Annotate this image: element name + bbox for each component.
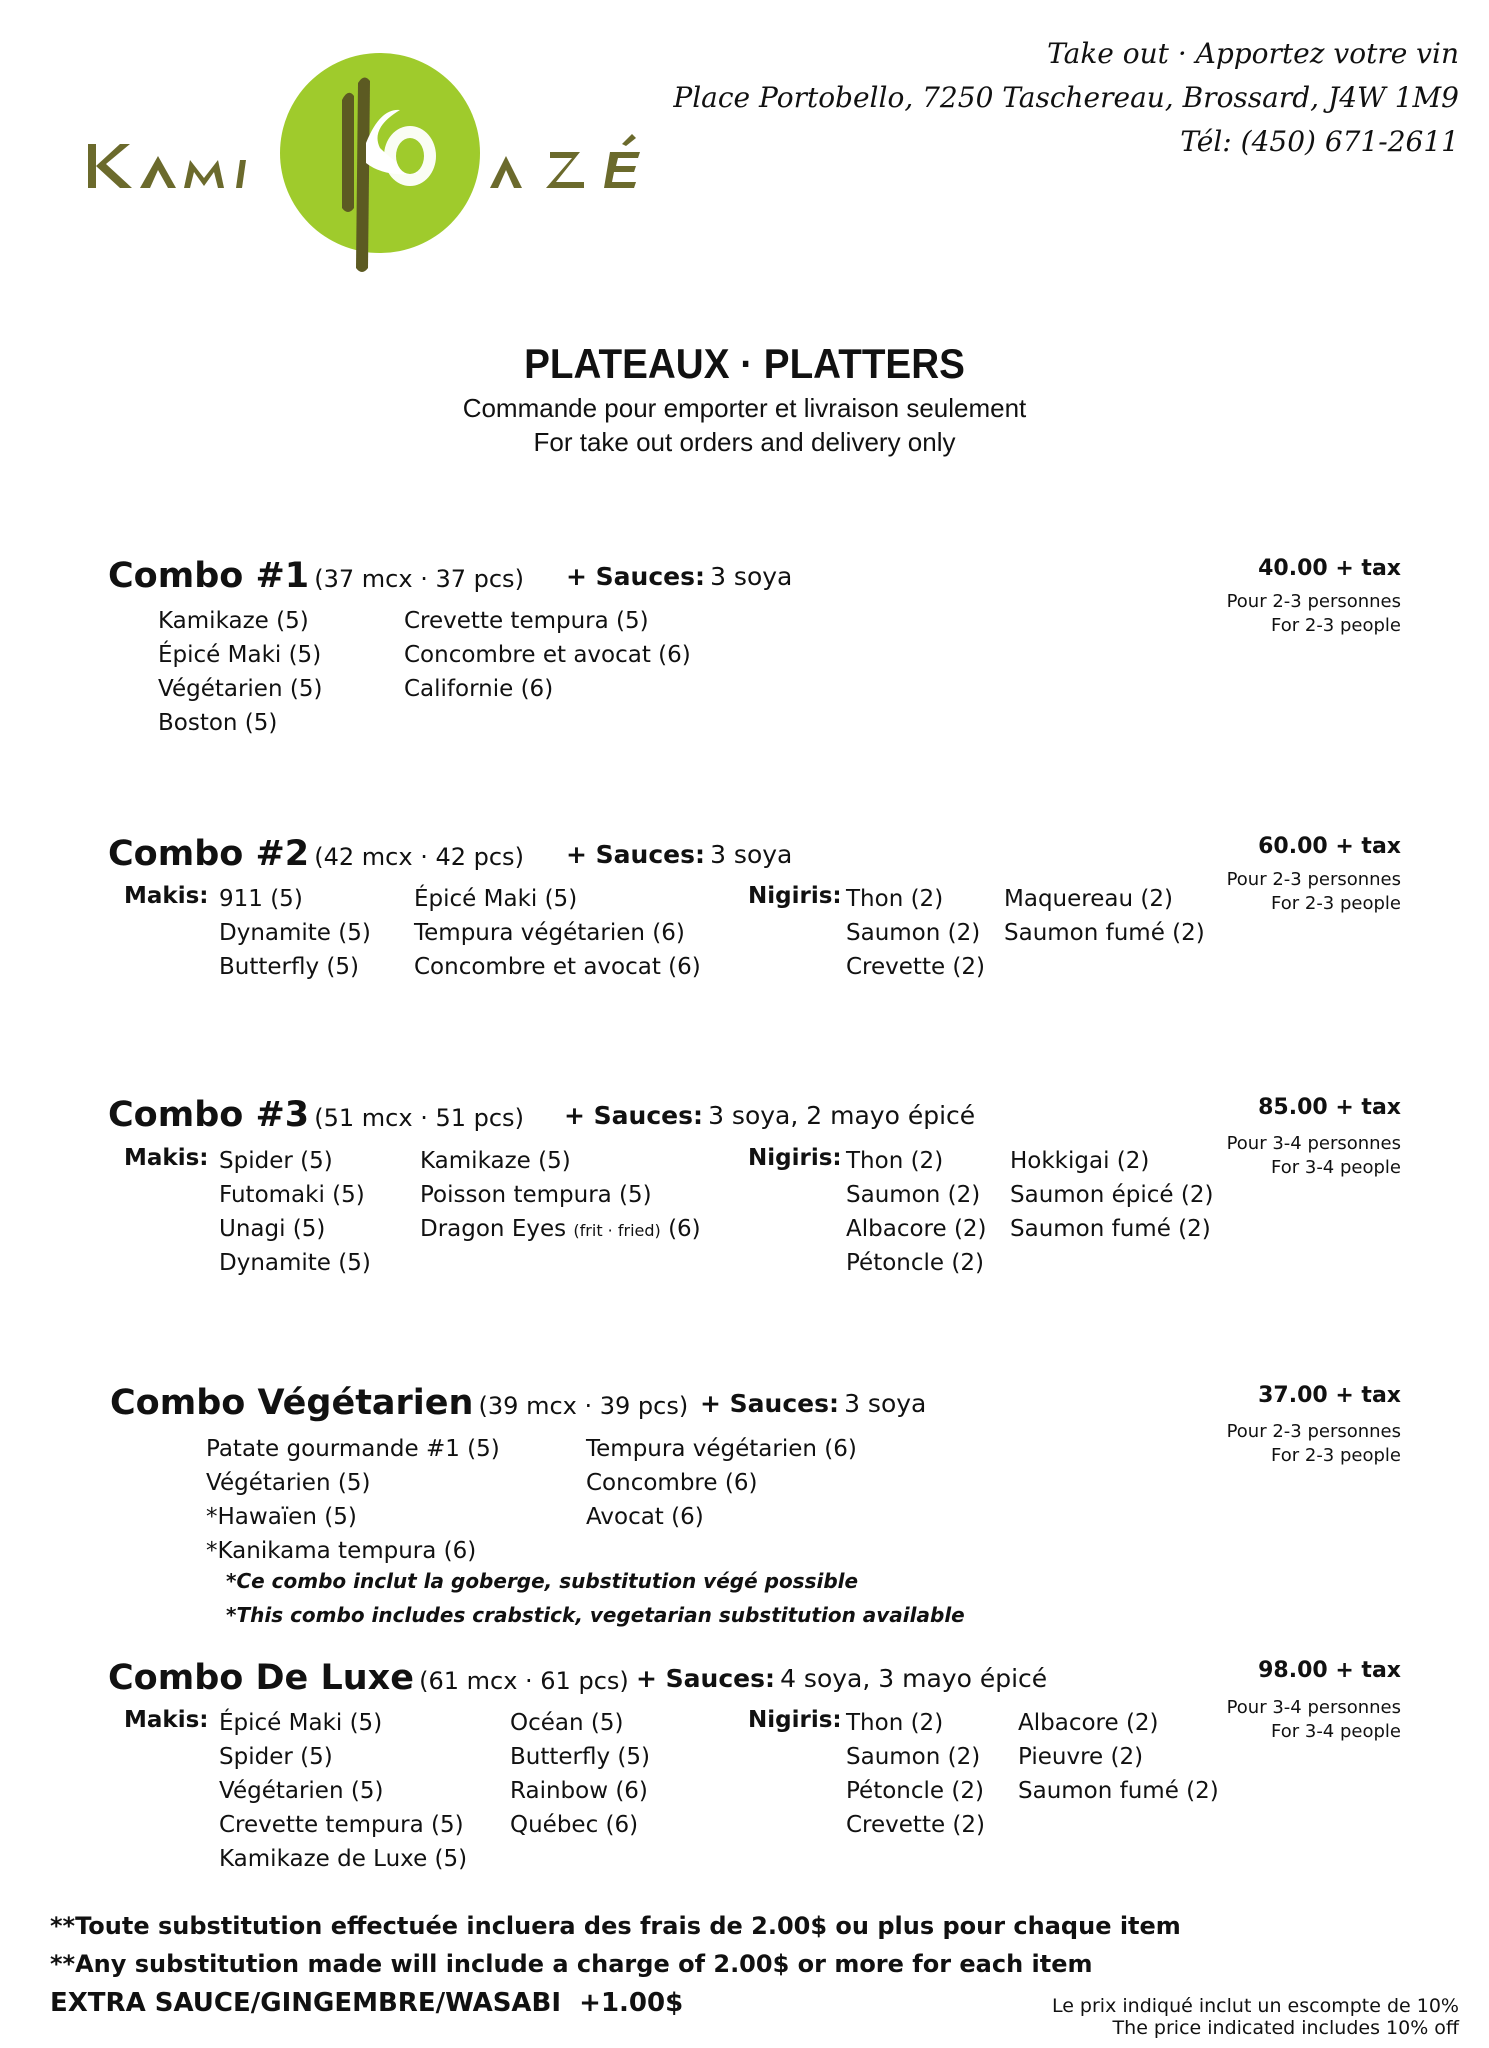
list-item: Dynamite (5) (219, 1250, 371, 1276)
logo-letter (490, 156, 522, 188)
sauce-value: 4 soya, 3 mayo épicé (780, 1664, 1048, 1693)
list-item: *Kanikama tempura (6) (206, 1538, 477, 1564)
combo-luxe-nigiris-col1 (846, 1706, 985, 1842)
combo-2-makis-col2 (414, 882, 701, 984)
list-item: Québec (6) (510, 1812, 639, 1838)
sauce-label: + Sauces: (636, 1664, 775, 1693)
list-item: Thon (2) (846, 886, 944, 912)
combo-2-nigiris-col1 (846, 882, 985, 984)
combo-luxe-price: 98.00 + tax (1258, 1658, 1401, 1683)
list-item: Crevette (2) (846, 954, 985, 980)
makis-label: Makis: (124, 1707, 209, 1733)
people-fr: Pour 2-3 personnes (1226, 591, 1401, 612)
makis-label: Makis: (124, 883, 209, 909)
list-item: Pétoncle (2) (846, 1250, 984, 1276)
combo-luxe-sauces (636, 1664, 1047, 1693)
list-item: Pétoncle (2) (846, 1778, 984, 1804)
combo-3-makis-col2 (420, 1144, 701, 1248)
people-en: For 2-3 people (1271, 1445, 1401, 1466)
combo-3-nigiris-col2 (1010, 1144, 1213, 1246)
sauce-value: 3 soya (710, 562, 793, 591)
combo-2-nigiris-col2 (1004, 882, 1205, 950)
logo-letter (236, 160, 246, 188)
list-item: Tempura végétarien (6) (586, 1436, 857, 1462)
list-item: Océan (5) (510, 1710, 624, 1736)
subtitle-en: For take out orders and delivery only (533, 427, 956, 457)
list-item: Californie (6) (404, 676, 554, 702)
list-item: Kamikaze (5) (420, 1148, 571, 1174)
combo-luxe-meta: (61 mcx · 61 pcs) (419, 1667, 629, 1695)
logo-letter (546, 152, 584, 188)
logo-graphic (80, 48, 700, 278)
combo-2-price: 60.00 + tax (1258, 834, 1401, 859)
combo-1-name: Combo #1 (108, 556, 310, 596)
address-line: Place Portobello, 7250 Taschereau, Brossard, J4W 1M9 (673, 81, 1459, 114)
extra-sauce-price: EXTRA SAUCE/GINGEMBRE/WASABI +1.00$ (50, 1988, 684, 2018)
combo-1-meta: (37 mcx · 37 pcs) (314, 565, 524, 593)
combo-veg-heading (110, 1383, 688, 1423)
dragon-eyes-name: Dragon Eyes (420, 1216, 567, 1242)
nigiris-label: Nigiris: (748, 1707, 842, 1733)
combo-1-col2 (404, 604, 691, 706)
combo-veg-price: 37.00 + tax (1258, 1383, 1401, 1408)
makis-label: Makis: (124, 1145, 209, 1171)
combo-1-sauces (566, 562, 792, 591)
people-en: For 3-4 people (1271, 1157, 1401, 1178)
list-item: *Hawaïen (5) (206, 1504, 357, 1530)
combo-3-heading (108, 1095, 524, 1135)
subtitle-fr: Commande pour emporter et livraison seulement (462, 393, 1027, 423)
combo-2-sauces (566, 840, 792, 869)
combo-veg-col2 (586, 1432, 857, 1534)
list-item: Futomaki (5) (219, 1182, 365, 1208)
combo-luxe-name: Combo De Luxe (108, 1658, 414, 1698)
people-en: For 2-3 people (1271, 615, 1401, 636)
combo-3-name: Combo #3 (108, 1095, 310, 1135)
list-item: Unagi (5) (219, 1216, 326, 1242)
list-item: 911 (5) (219, 886, 303, 912)
substitution-note-en: **Any substitution made will include a charge of 2.00$ or more for each item (50, 1950, 1093, 1978)
substitution-note-fr: **Toute substitution effectuée incluera des frais de 2.00$ ou plus pour chaque item (50, 1912, 1181, 1940)
logo-k-mark (396, 138, 424, 174)
list-item: Concombre et avocat (6) (404, 642, 691, 668)
combo-3-price: 85.00 + tax (1258, 1095, 1401, 1120)
list-item: Maquereau (2) (1004, 886, 1173, 912)
list-item: Albacore (2) (846, 1216, 987, 1242)
logo-chopstick (356, 77, 370, 272)
combo-veg-people (1227, 1420, 1401, 1468)
combo-luxe-nigiris-col2 (1018, 1706, 1219, 1808)
takeout-line: Take out · Apportez votre vin (1047, 37, 1459, 70)
people-fr: Pour 2-3 personnes (1226, 869, 1401, 890)
list-item: Spider (5) (219, 1148, 333, 1174)
logo-letter (88, 144, 132, 188)
list-item: Saumon (2) (846, 1182, 981, 1208)
kamikaze-logo (80, 48, 700, 278)
list-item: Dynamite (5) (219, 920, 371, 946)
combo-3-sauces (564, 1101, 975, 1130)
combo-1-heading (108, 556, 524, 596)
logo-letter (184, 160, 224, 188)
combo-2-name: Combo #2 (108, 834, 310, 874)
combo-1-people (1227, 590, 1401, 638)
combo-veg-col1 (206, 1432, 500, 1568)
sauce-value: 3 soya, 2 mayo épicé (708, 1101, 976, 1130)
list-item: Épicé Maki (5) (158, 642, 322, 668)
people-fr: Pour 2-3 personnes (1226, 1421, 1401, 1442)
list-item: Kamikaze (5) (158, 608, 309, 634)
list-item: Végétarien (5) (219, 1778, 384, 1804)
page-title: PLATEAUX · PLATTERS (524, 340, 965, 387)
sauce-label: + Sauces: (566, 562, 705, 591)
combo-luxe-heading (108, 1658, 629, 1698)
list-item: Pieuvre (2) (1018, 1744, 1144, 1770)
list-item: Végétarien (5) (158, 676, 323, 702)
combo-1-col1 (158, 604, 322, 740)
phone-line: Tél: (450) 671-2611 (1180, 125, 1459, 158)
combo-3-meta: (51 mcx · 51 pcs) (314, 1104, 524, 1132)
combo-luxe-makis-col2 (510, 1706, 650, 1842)
list-item: Crevette tempura (5) (404, 608, 649, 634)
dragon-eyes-note: (frit · fried) (573, 1221, 661, 1240)
logo-chopstick (342, 93, 354, 212)
list-item: Saumon épicé (2) (1010, 1182, 1214, 1208)
list-item: Crevette tempura (5) (219, 1812, 464, 1838)
list-item: Butterfly (5) (219, 954, 359, 980)
list-item: Rainbow (6) (510, 1778, 648, 1804)
logo-letter (604, 152, 640, 188)
dragon-eyes-qty: (6) (668, 1216, 701, 1242)
list-item: Patate gourmande #1 (5) (206, 1436, 500, 1462)
sauce-label: + Sauces: (564, 1101, 703, 1130)
sauce-value: 3 soya (710, 840, 793, 869)
combo-veg-sauces (700, 1389, 926, 1418)
people-en: For 2-3 people (1271, 893, 1401, 914)
list-item: Végétarien (5) (206, 1470, 371, 1496)
list-item: Saumon fumé (2) (1010, 1216, 1211, 1242)
list-item: Spider (5) (219, 1744, 333, 1770)
discount-en: The price indicated includes 10% off (1112, 2017, 1459, 2039)
combo-3-makis-col1 (219, 1144, 371, 1280)
list-item: Épicé Maki (5) (219, 1710, 383, 1736)
list-item: Butterfly (5) (510, 1744, 650, 1770)
list-item: Saumon fumé (2) (1018, 1778, 1219, 1804)
list-item (420, 1212, 701, 1248)
combo-2-heading (108, 834, 524, 874)
list-item: Thon (2) (846, 1148, 944, 1174)
nigiris-label: Nigiris: (748, 883, 842, 909)
nigiris-label: Nigiris: (748, 1145, 842, 1171)
combo-veg-note-fr: *Ce combo inclut la goberge, substitution végé possible (226, 1569, 859, 1593)
list-item: Kamikaze de Luxe (5) (219, 1846, 468, 1872)
sauce-value: 3 soya (844, 1389, 927, 1418)
combo-2-meta: (42 mcx · 42 pcs) (314, 843, 524, 871)
combo-veg-note-en: *This combo includes crabstick, vegetarian substitution available (226, 1603, 965, 1627)
people-en: For 3-4 people (1271, 1721, 1401, 1742)
list-item: Concombre et avocat (6) (414, 954, 701, 980)
people-fr: Pour 3-4 personnes (1226, 1133, 1401, 1154)
discount-note (1052, 1995, 1459, 2039)
list-item: Concombre (6) (586, 1470, 758, 1496)
logo-letter (140, 156, 176, 188)
list-item: Albacore (2) (1018, 1710, 1159, 1736)
list-item: Crevette (2) (846, 1812, 985, 1838)
combo-luxe-makis-col1 (219, 1706, 467, 1876)
combo-3-nigiris-col1 (846, 1144, 987, 1280)
restaurant-info (673, 32, 1459, 164)
combo-veg-name: Combo Végétarien (110, 1383, 474, 1423)
list-item: Saumon (2) (846, 920, 981, 946)
combo-veg-meta: (39 mcx · 39 pcs) (478, 1392, 689, 1420)
discount-fr: Le prix indiqué inclut un escompte de 10% (1051, 1995, 1459, 2017)
list-item: Avocat (6) (586, 1504, 704, 1530)
list-item: Épicé Maki (5) (414, 886, 578, 912)
list-item: Saumon fumé (2) (1004, 920, 1205, 946)
logo-accent (622, 134, 636, 146)
list-item: Tempura végétarien (6) (414, 920, 685, 946)
combo-2-people (1227, 868, 1401, 916)
people-fr: Pour 3-4 personnes (1226, 1697, 1401, 1718)
list-item: Thon (2) (846, 1710, 944, 1736)
sauce-label: + Sauces: (566, 840, 705, 869)
combo-2-makis-col1 (219, 882, 371, 984)
combo-1-price: 40.00 + tax (1258, 556, 1401, 581)
list-item: Poisson tempura (5) (420, 1182, 652, 1208)
list-item: Boston (5) (158, 710, 278, 736)
sauce-label: + Sauces: (700, 1389, 839, 1418)
list-item: Saumon (2) (846, 1744, 981, 1770)
list-item: Hokkigai (2) (1010, 1148, 1150, 1174)
combo-luxe-people (1227, 1696, 1401, 1744)
combo-3-people (1227, 1132, 1401, 1180)
